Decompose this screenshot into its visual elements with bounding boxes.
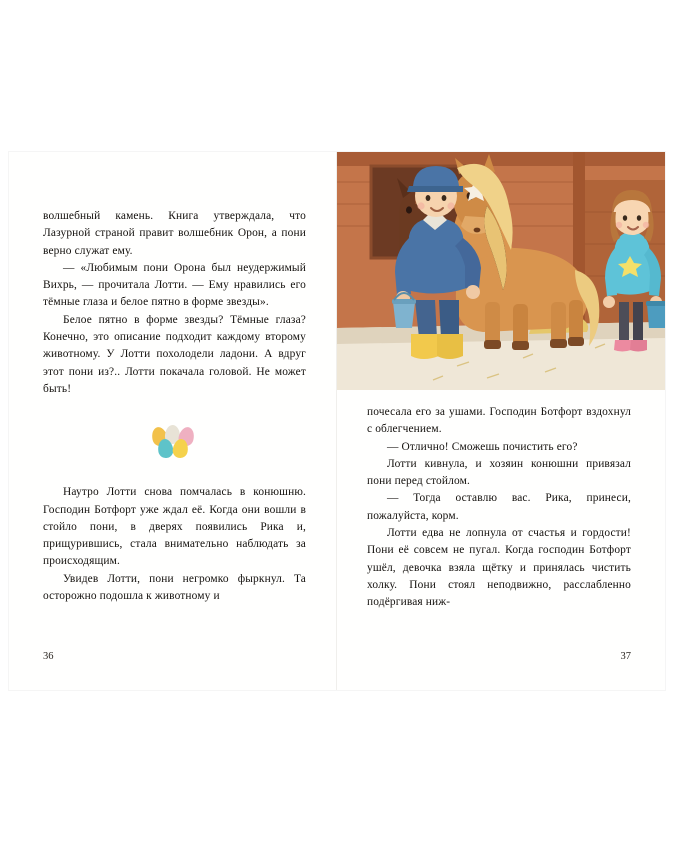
paragraph: — «Любимым пони Орона был неудержимый Вихрь, — прочитала Лотти. — Ему нравились его тёмные глаза и белое пятно в форме звезды». (43, 261, 306, 309)
right-page (337, 152, 665, 690)
left-page (9, 152, 337, 690)
paragraph: — Отлично! Сможешь почистить его? (387, 440, 578, 453)
left-page-text (43, 208, 306, 398)
paragraph: Белое пятно в форме звезды? Тёмные глаза? Конечно, это описание подходит каждому второму животному. У Лотти похолодели ладони. А вдруг этот пони из?.. Лотти покачала головой. Не может быть! (43, 313, 306, 395)
page-number-left: 36 (43, 651, 54, 662)
paragraph: Лотти едва не лопнула от счастья и гордости! Пони её совсем не пугал. Когда господин Ботфорт ушёл, девочка взяла щётку и принялась чистить холку. Пони стоял неподвижно, расслабленно подёргивая ниж- (367, 527, 631, 609)
stable-scene-illustration (337, 152, 665, 390)
paragraph: — Тогда оставлю вас. Рика, принеси, пожалуйста, корм. (367, 492, 631, 522)
left-page-text-continued (43, 484, 306, 605)
book-spread (9, 152, 665, 690)
eggs-ornament (43, 424, 306, 458)
paragraph: Увидев Лотти, пони негромко фыркнул. Та осторожно подошла к животному и (43, 572, 306, 603)
paragraph: Наутро Лотти снова помчалась в конюшню. Господин Ботфорт уже ждал её. Когда они вошли в стойло пони, в дверях появились Рика и, прищурившись, стала внимательно наблюдать за происходящим. (43, 486, 306, 568)
paragraph: волшебный камень. Книга утверждала, что Лазурной страной правит волшебник Орон, а пони верно служат ему. (43, 210, 306, 257)
paragraph: почесала его за ушами. Господин Ботфорт вздохнул с облегчением. (367, 406, 631, 436)
page-number-right: 37 (620, 651, 631, 662)
paragraph: Лотти кивнула, и хозяин конюшни привязал пони перед стойлом. (367, 457, 631, 488)
